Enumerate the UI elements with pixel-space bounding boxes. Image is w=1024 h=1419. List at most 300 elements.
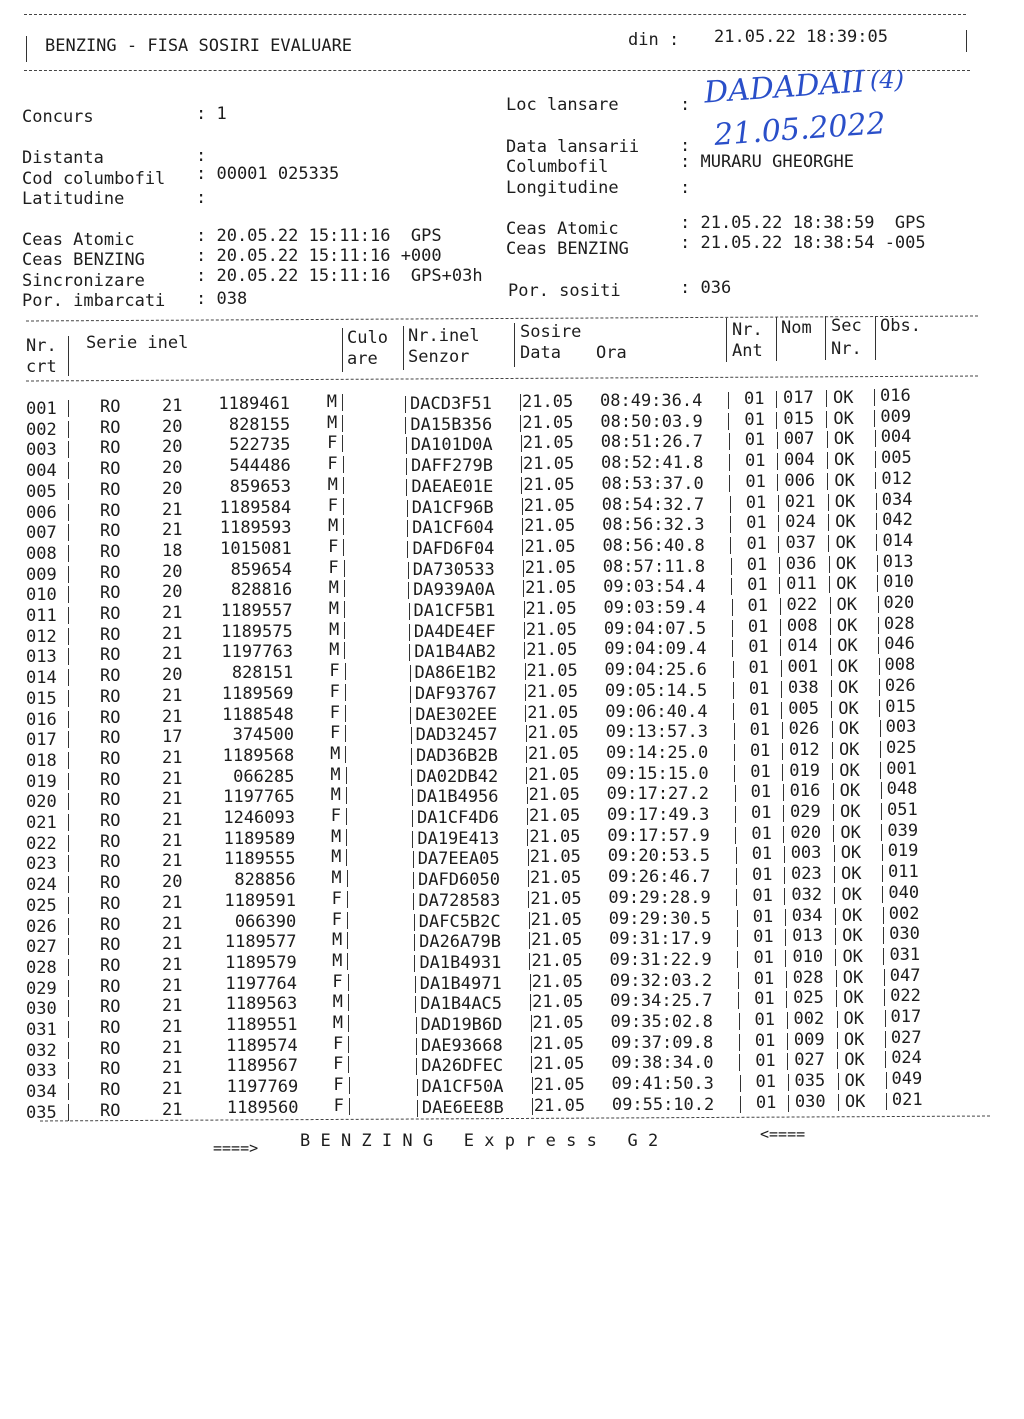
cell-country: RO xyxy=(100,686,121,707)
cell-nom: 032 xyxy=(791,884,823,905)
cell-country: RO xyxy=(100,541,121,562)
row-sep-sensor xyxy=(520,394,521,411)
cell-obs: 003 xyxy=(885,717,917,738)
row-sep-sex xyxy=(348,994,349,1011)
cell-sec: OK xyxy=(836,615,858,636)
handwritten-location-suffix: (4) xyxy=(870,66,904,94)
cell-country: RO xyxy=(100,976,121,997)
cell-sensor: DA1B4AB2 xyxy=(414,642,497,663)
row-sep-sec xyxy=(886,1072,887,1089)
cell-obs: 014 xyxy=(882,530,914,551)
sositi-label: Por. sositi xyxy=(508,281,621,301)
cell-nr-crt: 026 xyxy=(26,916,57,937)
cell-ant: 01 xyxy=(749,740,771,761)
cell-sec: OK xyxy=(836,595,857,615)
cell-sec: OK xyxy=(840,802,861,822)
row-sep-nom xyxy=(834,866,835,883)
row-sep-time xyxy=(736,868,737,885)
cell-obs: 017 xyxy=(890,1007,922,1027)
row-sep-sex xyxy=(343,518,344,535)
cell-time: 08:49:36.4 xyxy=(600,391,703,411)
cell-country: RO xyxy=(100,1018,121,1038)
cell-country: RO xyxy=(100,624,121,645)
row-sep-ant xyxy=(777,474,778,491)
cell-ant: 01 xyxy=(752,885,773,906)
row-sep-time xyxy=(734,723,735,740)
cell-nom: 036 xyxy=(785,553,817,574)
row-sep-sex xyxy=(348,974,349,991)
row-sep-nr xyxy=(68,1021,69,1038)
cell-nr-crt: 033 xyxy=(26,1061,57,1082)
print-date-label: din : xyxy=(628,30,680,50)
cell-country: RO xyxy=(100,893,121,914)
cell-nr-crt: 014 xyxy=(26,668,57,689)
cell-date: 21.05 xyxy=(523,454,575,475)
row-sep-culo xyxy=(405,396,406,413)
cell-time: 09:37:09.8 xyxy=(610,1032,714,1053)
cell-date: 21.05 xyxy=(530,888,582,909)
cell-ring-number: 1189593 xyxy=(219,518,292,539)
cell-nr-crt: 034 xyxy=(26,1082,57,1103)
row-sep-sex xyxy=(347,932,348,949)
cell-obs: 005 xyxy=(881,448,912,469)
row-sep-nr xyxy=(68,648,69,665)
cell-sec: OK xyxy=(842,946,863,967)
row-sep-sec xyxy=(878,596,879,613)
cell-ant: 01 xyxy=(744,389,765,409)
row-sep-sensor xyxy=(522,539,523,556)
cell-ring-number: 859654 xyxy=(230,559,292,580)
row-sep-culo xyxy=(415,996,416,1013)
cell-year: 18 xyxy=(162,540,183,561)
cell-sex: M xyxy=(329,640,340,661)
cell-nom: 025 xyxy=(793,988,824,1009)
cell-sex: M xyxy=(328,599,339,619)
row-sep-ant xyxy=(783,805,784,822)
row-sep-nr xyxy=(68,1083,69,1100)
row-sep-nr xyxy=(68,1000,69,1017)
row-sep-culo xyxy=(406,437,407,454)
cell-nr-crt: 018 xyxy=(26,750,57,771)
row-sep-sec xyxy=(883,927,884,944)
row-sep-time xyxy=(730,537,731,554)
row-sep-sec xyxy=(874,389,875,406)
cell-sec: OK xyxy=(838,719,860,740)
ceas-benzing-end-label: Ceas BENZING xyxy=(506,239,629,259)
cell-date: 21.05 xyxy=(524,536,576,557)
cell-year: 21 xyxy=(162,623,183,644)
cell-date: 21.05 xyxy=(527,743,580,764)
row-sep-sex xyxy=(345,725,346,742)
cell-country: RO xyxy=(100,748,121,769)
row-sep-culo xyxy=(409,644,410,661)
row-sep-sensor xyxy=(520,415,521,432)
cell-sex: M xyxy=(330,826,342,847)
cell-sensor: DA02DB42 xyxy=(416,766,499,787)
row-sep-culo xyxy=(412,789,413,806)
cell-time: 09:03:59.4 xyxy=(603,598,706,618)
row-sep-culo xyxy=(409,624,410,641)
col-header-nr-inel: Nr.inel xyxy=(408,326,480,346)
cell-sensor: DAFC5B2C xyxy=(418,911,501,932)
loc-lansare-label: Loc lansare xyxy=(506,95,619,115)
cell-year: 20 xyxy=(162,872,183,893)
cell-sec: OK xyxy=(842,967,864,988)
cell-sex: M xyxy=(332,992,343,1013)
row-sep-ant xyxy=(781,660,782,677)
row-sep-sex xyxy=(343,498,344,515)
cell-nr-crt: 005 xyxy=(26,481,57,502)
row-sep-ant xyxy=(784,867,785,884)
cell-date: 21.05 xyxy=(524,557,576,578)
row-sep-time xyxy=(729,475,730,492)
cell-nom: 008 xyxy=(786,615,818,636)
cell-ant: 01 xyxy=(750,782,772,803)
cell-sex: F xyxy=(328,557,339,578)
cell-time: 08:57:11.8 xyxy=(602,556,706,577)
cell-sec: OK xyxy=(841,905,863,926)
cell-obs: 030 xyxy=(889,924,920,945)
cell-sec: OK xyxy=(840,843,862,864)
cell-year: 21 xyxy=(162,1017,183,1037)
cell-nom: 017 xyxy=(783,388,814,408)
cell-ring-number: 522735 xyxy=(229,435,291,456)
cell-country: RO xyxy=(100,935,121,956)
footer-left-arrow: ====> xyxy=(213,1139,259,1157)
row-sep-nom xyxy=(833,825,834,842)
row-sep-culo xyxy=(407,500,408,517)
cell-ant: 01 xyxy=(753,927,774,948)
cell-time: 08:53:37.0 xyxy=(601,473,704,494)
cell-year: 20 xyxy=(162,416,183,437)
cell-ant: 01 xyxy=(751,803,772,823)
cell-nom: 012 xyxy=(788,739,820,760)
row-sep-culo xyxy=(413,893,414,910)
cell-nr-crt: 011 xyxy=(26,606,57,626)
row-sep-sensor xyxy=(532,1098,533,1115)
cell-date: 21.05 xyxy=(532,1033,585,1054)
row-sep-nom xyxy=(829,576,830,593)
row-sep-nom xyxy=(833,804,834,821)
cell-ring-number: 1189591 xyxy=(224,890,296,911)
cell-date: 21.05 xyxy=(532,992,584,1013)
col-header-nr: Nr. xyxy=(26,336,57,356)
cell-sensor: DAD36B2B xyxy=(415,745,498,766)
row-sep-time xyxy=(738,972,739,989)
row-sep-nr xyxy=(68,793,69,810)
cell-sec: OK xyxy=(844,1091,866,1112)
ceas-benzing-start-value: : 20.05.22 15:11:16 +000 xyxy=(196,246,442,266)
row-sep-nom xyxy=(830,597,831,614)
cell-nom: 021 xyxy=(784,491,816,512)
cell-ring-number: 828155 xyxy=(228,414,291,435)
row-sep-nom xyxy=(832,742,833,759)
cell-year: 17 xyxy=(162,727,183,748)
row-sep-sec xyxy=(876,493,877,510)
row-sep-time xyxy=(736,847,737,864)
cell-ring-number: 1189575 xyxy=(221,621,293,642)
row-sep-sensor xyxy=(526,746,527,763)
cell-sec: OK xyxy=(835,553,857,574)
cell-country: RO xyxy=(100,500,121,521)
cell-ant: 01 xyxy=(754,989,775,1010)
latitudine-value: : xyxy=(196,188,207,208)
cell-year: 21 xyxy=(162,934,183,955)
row-sep-sec xyxy=(886,1093,887,1110)
row-sep-nr xyxy=(68,897,69,914)
row-sep-sensor xyxy=(531,1015,532,1032)
col-header-culo: Culo xyxy=(347,328,388,348)
cell-nr-crt: 010 xyxy=(26,585,57,606)
cell-sec: OK xyxy=(834,450,855,471)
row-sep-sensor xyxy=(530,994,531,1011)
col-header-serie-inel: Serie inel xyxy=(86,333,189,353)
cell-obs: 039 xyxy=(887,820,919,841)
row-sep-culo xyxy=(409,603,410,620)
cell-time: 09:15:15.0 xyxy=(606,763,709,784)
cell-ant: 01 xyxy=(753,968,775,989)
row-sep-sec xyxy=(875,430,876,447)
cell-nom: 004 xyxy=(784,450,815,471)
row-sep-time xyxy=(739,1034,740,1051)
cell-sec: OK xyxy=(843,1009,864,1029)
columbofil-label: Columbofil xyxy=(506,157,609,177)
cell-ring-number: 1197763 xyxy=(221,642,293,663)
cell-nom: 038 xyxy=(787,677,819,698)
cell-nr-crt: 013 xyxy=(26,647,57,668)
cell-date: 21.05 xyxy=(522,433,574,454)
row-sep-ant xyxy=(784,888,785,905)
cell-ring-number: 1189577 xyxy=(224,932,297,953)
row-sep-time xyxy=(739,1013,740,1030)
cell-nom: 022 xyxy=(786,595,818,615)
row-sep-time xyxy=(728,413,729,430)
footer-brand-text: B E N Z I N G E x p r e s s G 2 xyxy=(300,1131,659,1151)
cell-ring-number: 1189569 xyxy=(221,683,294,704)
row-sep-nom xyxy=(827,473,828,490)
print-date-value: 21.05.22 18:39:05 xyxy=(714,27,888,47)
col-header-ora: Ora xyxy=(596,343,627,363)
row-sep-sec xyxy=(880,720,881,737)
cell-ant: 01 xyxy=(755,1092,777,1113)
cell-sec: OK xyxy=(840,822,861,843)
row-sep-sex xyxy=(342,394,343,411)
cell-sec: OK xyxy=(833,429,855,450)
cell-sec: OK xyxy=(834,470,855,491)
row-sep-sex xyxy=(343,456,344,473)
cell-sex: F xyxy=(330,806,341,826)
cell-obs: 028 xyxy=(883,613,915,634)
cell-sex: M xyxy=(328,619,340,640)
cell-obs: 011 xyxy=(888,862,919,883)
row-sep-nr xyxy=(68,483,69,500)
row-sep-nom xyxy=(836,970,837,987)
cell-nr-crt: 016 xyxy=(26,709,57,730)
cell-sex: F xyxy=(329,661,340,682)
row-sep-nom xyxy=(835,908,836,925)
cell-sensor: DAE302EE xyxy=(415,704,498,725)
cell-time: 09:04:07.5 xyxy=(603,618,707,639)
cell-nom: 011 xyxy=(786,574,817,595)
row-sep-culo xyxy=(411,748,412,765)
cell-year: 20 xyxy=(162,458,183,479)
cell-nom: 003 xyxy=(790,843,822,864)
row-sep-sec xyxy=(883,948,884,965)
cell-country: RO xyxy=(100,459,121,480)
row-sep-time xyxy=(732,599,733,616)
cell-ant: 01 xyxy=(748,658,770,679)
row-sep-time xyxy=(731,578,732,595)
row-sep-sex xyxy=(343,477,344,494)
row-sep-culo xyxy=(414,934,415,951)
cell-year: 21 xyxy=(162,1099,183,1120)
row-sep-nr xyxy=(68,690,69,707)
cell-time: 08:56:40.8 xyxy=(602,535,705,556)
cell-nr-crt: 030 xyxy=(26,999,57,1020)
cell-nr-crt: 025 xyxy=(26,895,57,916)
cell-date: 21.05 xyxy=(531,971,583,992)
row-sep-culo xyxy=(411,727,412,744)
row-sep-ant xyxy=(780,598,781,615)
row-sep-nom xyxy=(826,411,827,428)
row-sep-time xyxy=(735,827,736,844)
cell-sec: OK xyxy=(843,988,864,1009)
row-sep-time xyxy=(731,558,732,575)
cell-ant: 01 xyxy=(753,947,774,968)
cell-nr-crt: 028 xyxy=(26,957,57,978)
cell-nom: 001 xyxy=(787,657,819,678)
cell-nom: 019 xyxy=(789,760,821,781)
row-sep-nr xyxy=(68,1062,69,1079)
cell-ant: 01 xyxy=(752,906,774,927)
row-sep-sensor xyxy=(531,1036,532,1053)
cell-sex: M xyxy=(331,847,342,868)
row-sep-ant xyxy=(784,846,785,863)
row-sep-nom xyxy=(826,390,827,407)
row-sep-culo xyxy=(412,831,413,848)
row-sep-sec xyxy=(880,762,881,779)
cell-ring-number: 1189563 xyxy=(225,994,298,1015)
cell-nom: 013 xyxy=(792,926,823,947)
cell-year: 21 xyxy=(162,851,183,872)
row-sep-nom xyxy=(838,1073,839,1090)
cell-country: RO xyxy=(100,521,121,542)
concurs-value: : 1 xyxy=(196,104,227,124)
cell-ant: 01 xyxy=(745,451,766,472)
row-sep-sex xyxy=(345,684,346,701)
cell-year: 21 xyxy=(162,1079,183,1100)
cell-nr-crt: 004 xyxy=(26,461,57,482)
cell-nom: 016 xyxy=(789,781,821,802)
cell-time: 09:34:25.7 xyxy=(610,991,713,1012)
row-sep-sec xyxy=(880,741,881,758)
cell-time: 09:35:02.8 xyxy=(610,1012,713,1032)
cell-date: 21.05 xyxy=(531,930,583,951)
row-sep-ant xyxy=(781,702,782,719)
row-sep-nom xyxy=(837,1052,838,1069)
row-sep-time xyxy=(728,392,729,409)
row-sep-sensor xyxy=(527,787,528,804)
cell-nr-crt: 022 xyxy=(26,833,57,854)
row-sep-nr xyxy=(68,586,69,603)
row-sep-sensor xyxy=(521,477,522,494)
cell-ant: 01 xyxy=(747,596,768,616)
row-sep-sensor xyxy=(524,601,525,618)
cell-year: 20 xyxy=(162,665,183,686)
cell-sensor: DA1CF5B1 xyxy=(413,601,496,621)
row-sep-time xyxy=(738,992,739,1009)
cell-sensor: DA939A0A xyxy=(413,580,496,601)
cell-ring-number: 1188548 xyxy=(222,704,294,725)
row-sep-sec xyxy=(875,472,876,489)
longitudine-label: Longitudine xyxy=(506,178,619,198)
row-sep-nr xyxy=(68,545,69,562)
cell-obs: 012 xyxy=(881,468,913,489)
row-sep-nom xyxy=(828,514,829,531)
cell-year: 21 xyxy=(162,747,183,768)
row-sep-sec xyxy=(882,844,883,861)
row-sep-ant xyxy=(783,826,784,843)
cell-ring-number: 1189584 xyxy=(219,497,292,518)
cell-obs: 001 xyxy=(886,758,918,779)
cell-date: 21.05 xyxy=(524,516,576,537)
cell-sensor: DA1CF50A xyxy=(421,1077,504,1098)
row-sep-nom xyxy=(827,431,828,448)
cell-country: RO xyxy=(100,583,121,604)
row-sep-nom xyxy=(835,928,836,945)
cell-nr-crt: 001 xyxy=(26,399,57,419)
row-sep-sex xyxy=(346,829,347,846)
row-sep-nom xyxy=(831,701,832,718)
cell-time: 09:29:30.5 xyxy=(608,908,712,929)
row-sep-sensor xyxy=(527,808,528,825)
cell-ring-number: 1189567 xyxy=(226,1056,298,1077)
cell-year: 21 xyxy=(162,1058,183,1079)
cell-obs: 015 xyxy=(885,696,916,717)
cell-obs: 021 xyxy=(891,1089,923,1110)
row-sep-nom xyxy=(833,783,834,800)
cell-obs: 016 xyxy=(880,386,911,406)
cell-nr-crt: 020 xyxy=(26,792,57,813)
cell-year: 21 xyxy=(162,768,183,789)
row-sep-time xyxy=(733,682,734,699)
cell-sensor: DA1CF96B xyxy=(411,497,494,518)
cell-ant: 01 xyxy=(745,492,767,513)
cell-ring-number: 1189551 xyxy=(225,1015,298,1035)
cell-time: 09:38:34.0 xyxy=(611,1053,714,1074)
row-sep-culo xyxy=(412,810,413,827)
cod-columbofil-label: Cod columbofil xyxy=(22,169,166,189)
row-sep-sex xyxy=(345,663,346,680)
row-sep-time xyxy=(732,620,733,637)
row-sep-sensor xyxy=(531,1056,532,1073)
cell-country: RO xyxy=(100,1100,121,1121)
row-sep-sex xyxy=(344,560,345,577)
cell-ring-number: 066390 xyxy=(234,911,297,932)
row-sep-sensor xyxy=(522,518,523,535)
row-sep-time xyxy=(730,496,731,513)
cell-ant: 01 xyxy=(752,865,773,886)
cell-sensor: DAE6EE8B xyxy=(421,1097,504,1118)
cell-ring-number: 1197765 xyxy=(223,787,295,808)
columbofil-value: : MURARU GHEORGHE xyxy=(680,152,854,172)
row-sep-sex xyxy=(344,580,345,597)
row-sep-ant xyxy=(780,639,781,656)
row-sep-ant xyxy=(779,577,780,594)
cell-nom: 020 xyxy=(790,822,822,843)
cell-date: 21.05 xyxy=(529,826,581,847)
cell-time: 09:04:09.4 xyxy=(604,639,707,660)
